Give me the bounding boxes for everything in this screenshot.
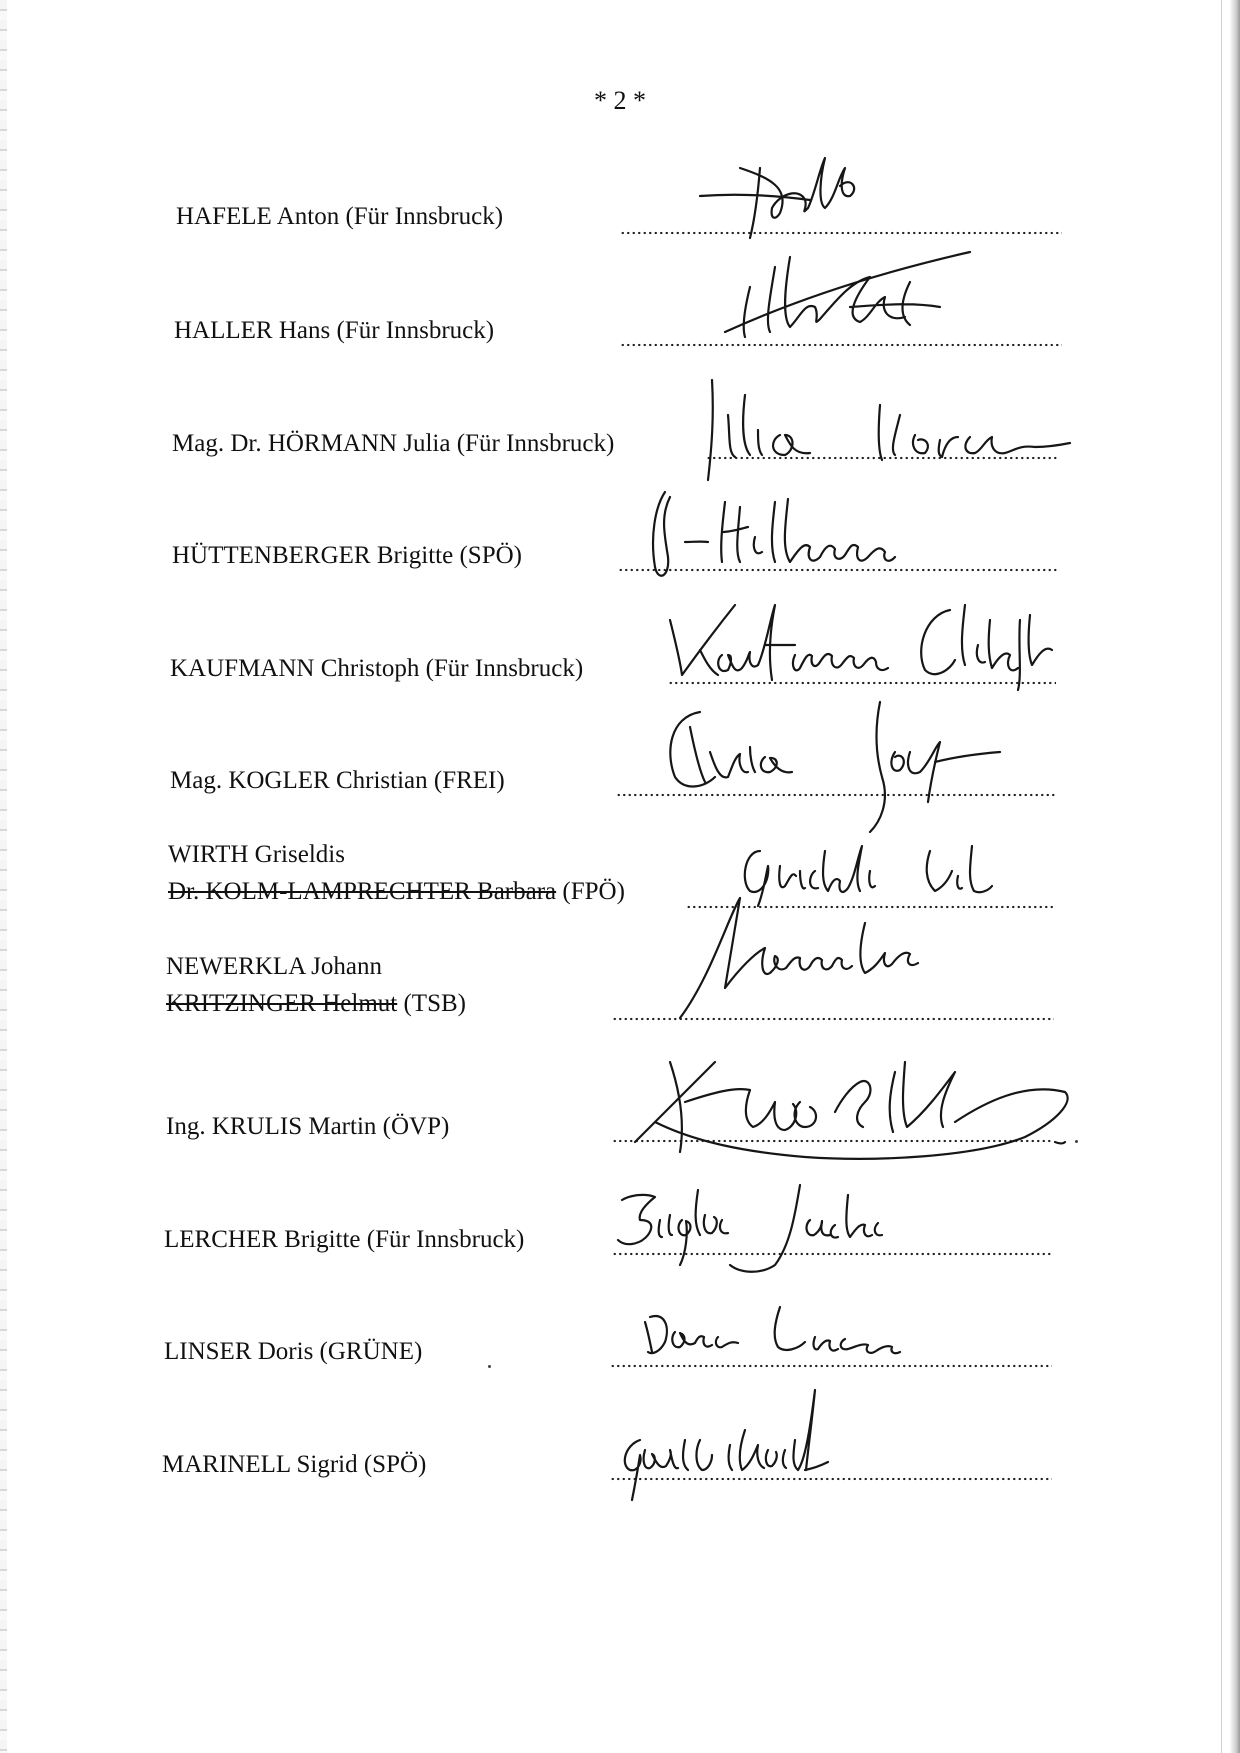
signatory-name: Ing. KRULIS Martin (ÖVP) <box>166 1113 450 1140</box>
signatory-replaced-line <box>166 985 466 1022</box>
signature-row-wirth <box>0 816 1240 928</box>
signature-row-newerkla <box>0 928 1240 1040</box>
signature-image <box>640 1297 940 1377</box>
signature-row-hoermann <box>0 355 1240 467</box>
signature-row-linser <box>0 1267 1240 1379</box>
signature-image <box>660 590 1060 690</box>
signature-row-marinell <box>0 1380 1240 1492</box>
signatory-name: WIRTH Griseldis <box>168 841 345 868</box>
struck-name: KRITZINGER Helmut <box>166 990 398 1017</box>
signatory-name: HAFELE Anton (Für Innsbruck) <box>176 203 504 230</box>
party-affiliation: (FPÖ) <box>562 878 625 905</box>
scan-speck <box>1075 1140 1078 1143</box>
signatory-name: HALLER Hans (Für Innsbruck) <box>174 317 495 344</box>
signatory-name-block <box>166 948 466 1022</box>
signature-row-hafele <box>0 130 1240 242</box>
signature-image <box>630 487 930 587</box>
signature-image <box>680 138 940 248</box>
signatory-replaced-line <box>168 873 625 910</box>
signature-row-haller <box>0 242 1240 354</box>
signature-row-huettenberger <box>0 467 1240 579</box>
signature-image <box>700 868 980 1028</box>
signature-row-kogler <box>0 692 1240 804</box>
struck-name: Dr. KOLM-LAMPRECHTER Barbara <box>168 878 557 905</box>
signatory-name: KAUFMANN Christoph (Für Innsbruck) <box>170 655 584 682</box>
signatory-name-block <box>168 836 625 910</box>
signature-image <box>720 247 980 357</box>
signatory-name: MARINELL Sigrid (SPÖ) <box>162 1451 427 1478</box>
page-number: * 2 * <box>594 86 646 115</box>
scan-speck <box>488 1365 491 1368</box>
signature-row-lercher <box>0 1155 1240 1267</box>
signatory-name: Mag. KOGLER Christian (FREI) <box>170 767 505 794</box>
signature-row-kaufmann <box>0 580 1240 692</box>
signature-image <box>610 1370 870 1510</box>
signatory-name: Mag. Dr. HÖRMANN Julia (Für Innsbruck) <box>172 430 615 457</box>
signatory-name: HÜTTENBERGER Brigitte (SPÖ) <box>172 542 522 569</box>
signatory-name: LINSER Doris (GRÜNE) <box>164 1338 423 1365</box>
party-affiliation: (TSB) <box>403 990 466 1017</box>
signature-row-krulis <box>0 1042 1240 1154</box>
signatory-name: LERCHER Brigitte (Für Innsbruck) <box>164 1226 525 1253</box>
signatory-name: NEWERKLA Johann <box>166 953 382 980</box>
